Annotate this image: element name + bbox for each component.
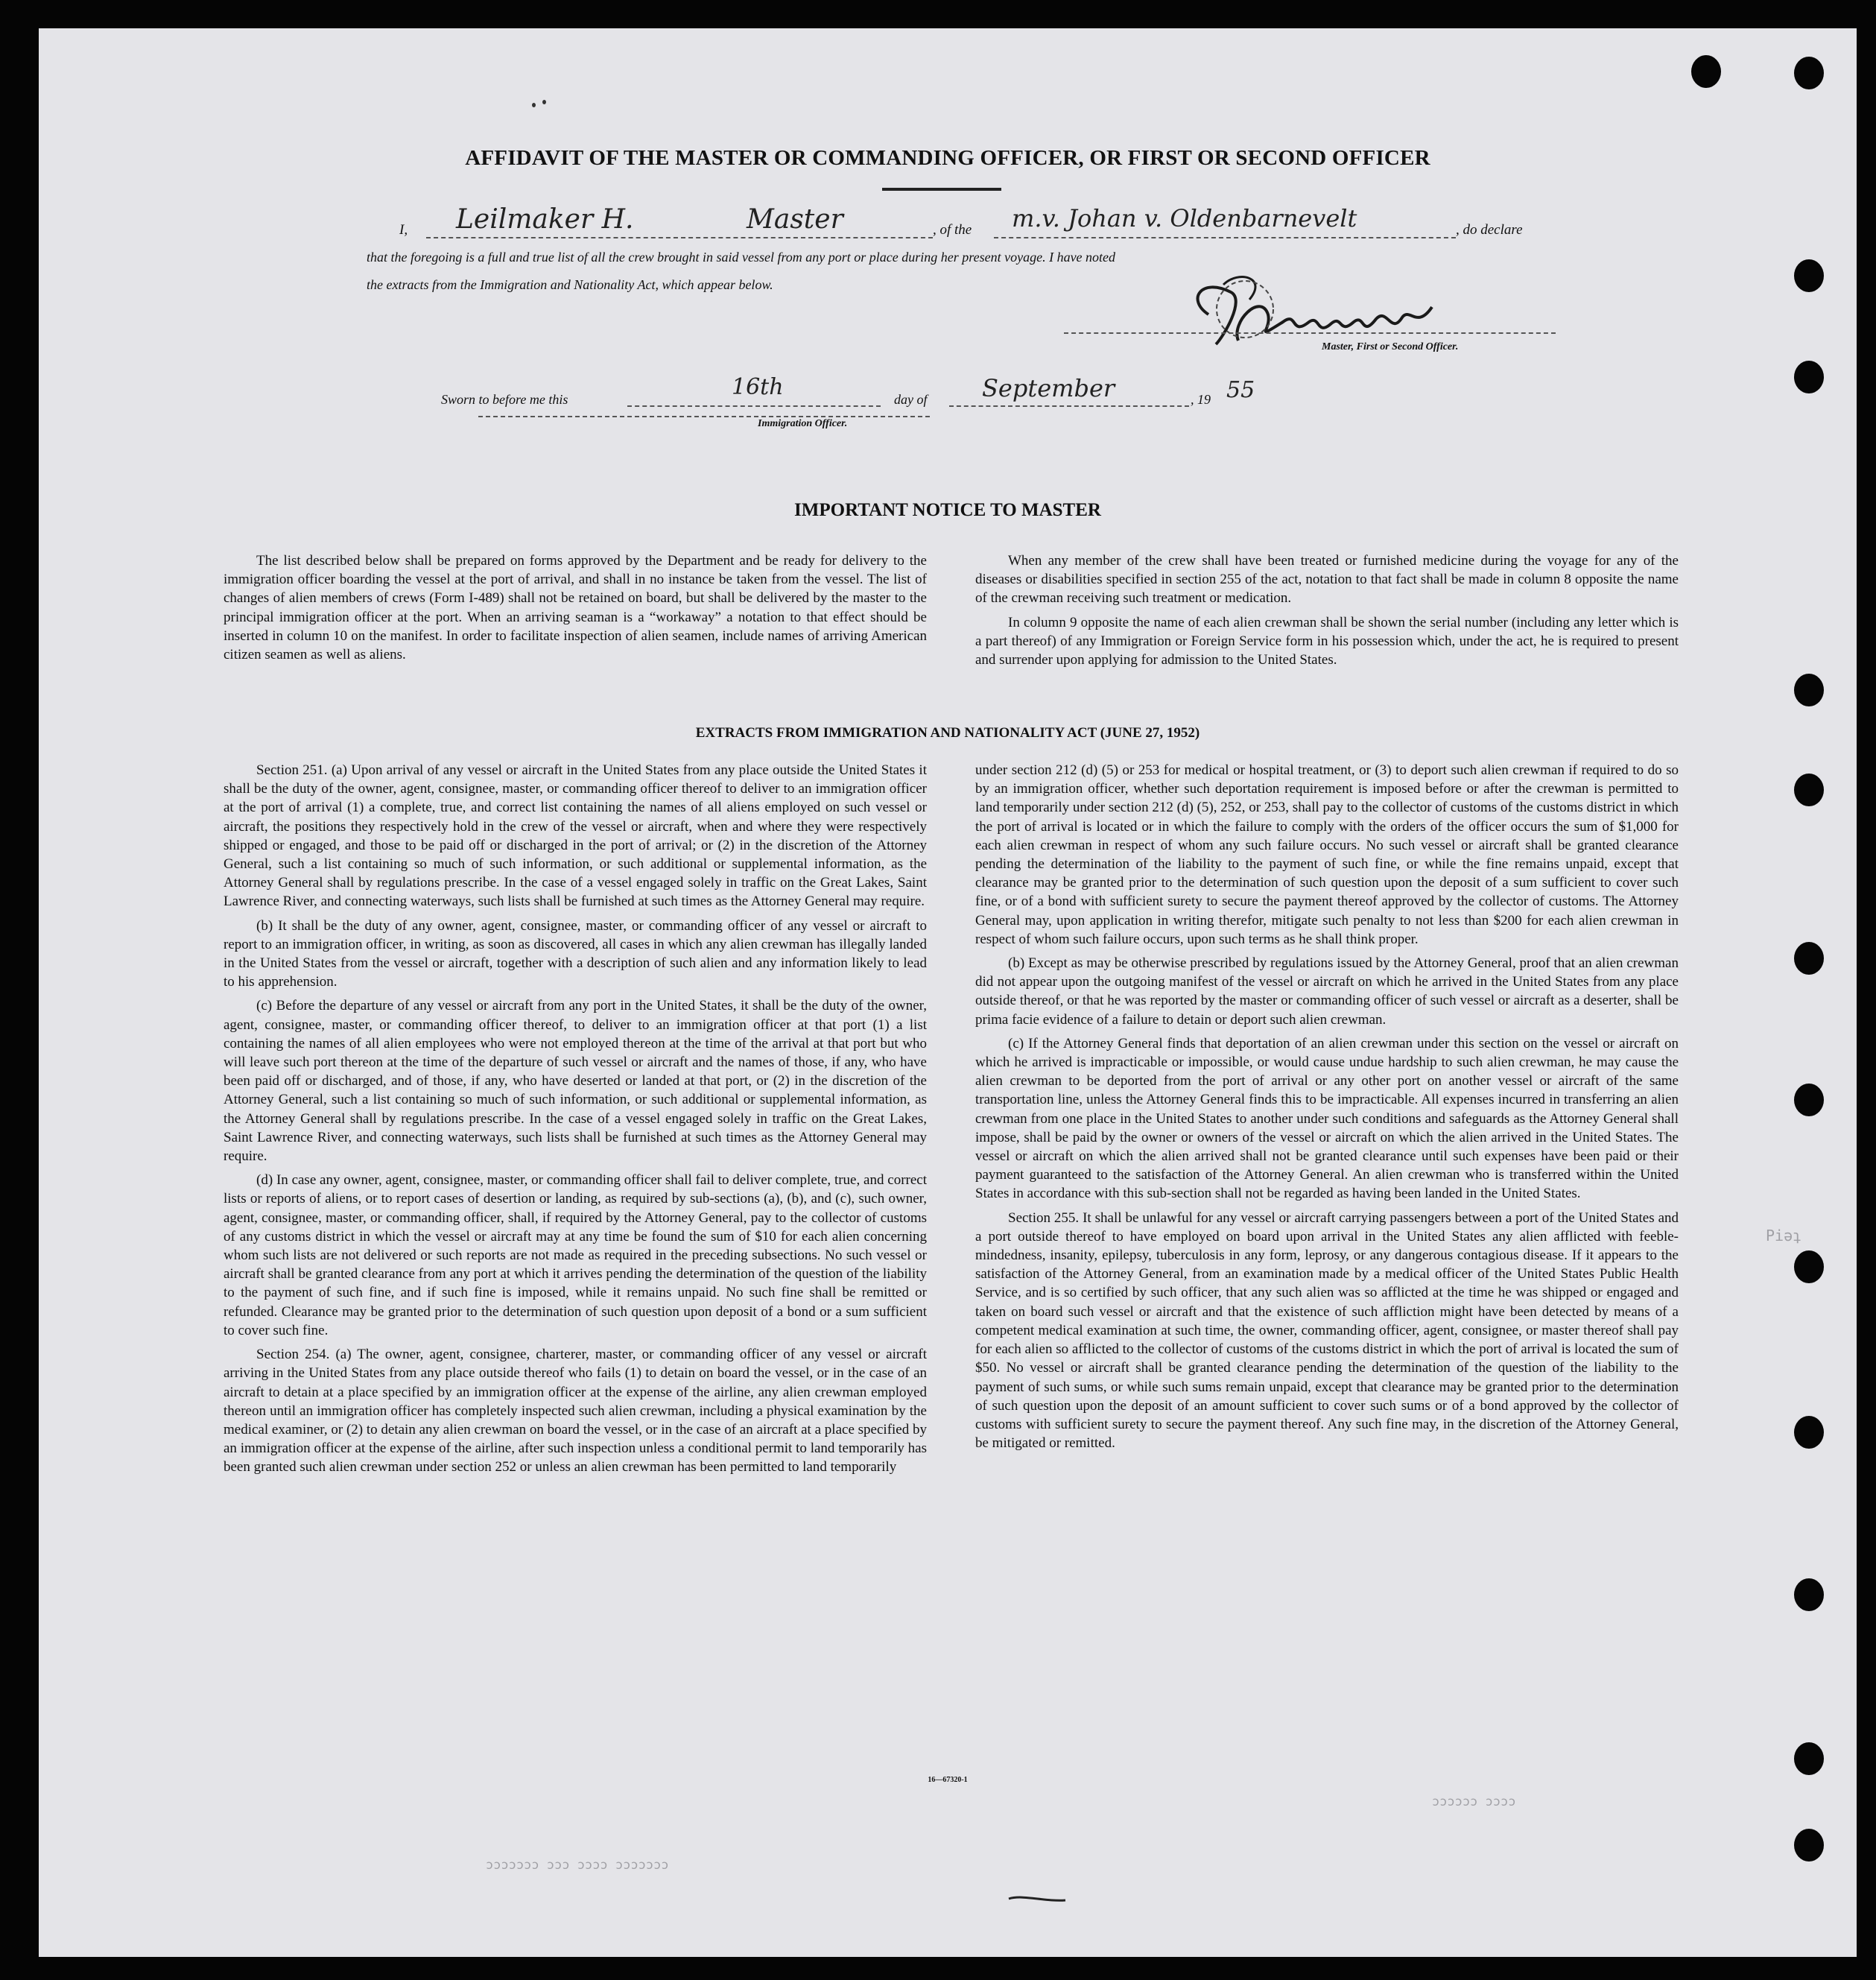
sworn-month-field bbox=[949, 374, 1189, 407]
punch-hole bbox=[1794, 942, 1824, 975]
ink-speck bbox=[532, 103, 536, 107]
form-number: 16—67320-1 bbox=[928, 1776, 968, 1784]
handwritten-master-rank: Master bbox=[747, 204, 843, 235]
punch-hole bbox=[1794, 774, 1824, 806]
punch-hole bbox=[1794, 1250, 1824, 1283]
notice-right-column bbox=[975, 551, 1679, 674]
extracts-left-column bbox=[224, 761, 927, 1482]
section-251b: (b) It shall be the duty of any owner, agent, consignee, master, or commanding officer of any vessel or aircraft to report to an immigration officer, in writing, as soon as discovered, all cases in which any alien crewman has illegally landed in the United States from the vessel or aircraft, together with a description of such alien and any information likely to lead to his apprehension. bbox=[224, 917, 927, 990]
vessel-name-field bbox=[994, 204, 1456, 238]
section-251c: (c) Before the departure of any vessel or aircraft from any port in the United States, it shall be the duty of the owner, agent, consignee, master, or commanding officer thereof, to deliver to an immigration officer at that port (1) a list containing the names of all alien employees who were not employed thereon at the time of the arrival at that port but who will leave such port thereon at the time of the departure of such vessel or aircraft and the names of those, if any, who have been paid off or discharged, and of those, if any, who have deserted or landed at that port, or (2) in the discretion of the Attorney General, such a list containing so much of such information, or such additional or supplemental information, as the Attorney General shall by regulations prescribe. In the case of a vessel engaged solely in traffic on the Great Lakes, Saint Lawrence River, and connecting waterways, such lists shall be furnished at such times as the Attorney General may require. bbox=[224, 998, 927, 1165]
master-name-field bbox=[426, 204, 933, 238]
bleed-through-text: Piǝʇ bbox=[1766, 1227, 1802, 1244]
signature-label: Master, First or Second Officer. bbox=[1322, 341, 1459, 352]
title-rule bbox=[882, 188, 1001, 191]
section-254c: (c) If the Attorney General finds that deportation of an alien crewman under this section on the vessel or aircraft on which he arrived is impracticable or impossible, or would cause undue hardship to such alien crewman, he may cause the alien crewman to be deported from the port of arrival or any other port on another vessel or aircraft of the same transportation line, unless the Attorney General finds this to be impracticable. All expenses incurred in transferring an alien crewman from one place in the United States to another under such conditions and safeguards as the Attorney General shall impose, shall be paid by the owner or owners of the vessel or aircraft on which the alien arrived in the United States. The vessel or aircraft on which the alien arrived shall not be granted clearance until such expenses have been paid or their payment guaranteed to the satisfaction of the Attorney General. An alien crewman who is transferred within the United States in accordance with this sub-section shall not be regarded as having been landed in the United States. bbox=[975, 1035, 1679, 1202]
handwritten-month: September bbox=[982, 374, 1115, 402]
section-254a: Section 254. (a) The owner, agent, consignee, charterer, master, or commanding officer of any vessel or aircraft arriving in the United States from any place outside thereof who fails (1) to detain on board the vessel, or in the case of an aircraft to detain at a place specified by an immigration officer at the expense of the airline, any alien crewman employed thereon until an immigration officer has completely inspected such alien crewman, including a physical examination by the medical examiner, or (2) to detain any alien crewman on board the vessel, or in the case of an aircraft at a place specified by an immigration officer at the expense of the airline, after such inspection unless a conditional permit to land temporarily has been granted such alien crewman under section 252 or unless an alien crewman has been permitted to land temporarily bbox=[224, 1347, 927, 1475]
bleed-through-text: ɔɔɔɔɔɔ ɔɔɔɔ bbox=[1432, 1794, 1516, 1809]
signature-line bbox=[1064, 325, 1556, 334]
punch-hole bbox=[1794, 1416, 1824, 1449]
of-the-label: , of the bbox=[933, 222, 972, 238]
notice-paragraph: In column 9 opposite the name of each alien crewman shall be shown the serial number (including any letter which is a part thereof) of any Immigration or Foreign Service form in his possession which, under the act, he is required to present and surrender upon applying for admission to the United States. bbox=[975, 614, 1679, 668]
notice-paragraph: The list described below shall be prepared on forms approved by the Department and be ready for delivery to the immigration officer boarding the vessel at the port of arrival, and shall in no instance be taken from the vessel. The list of changes of alien members of crews (Form I-489) shall not be retained on board, but shall be delivered by the master to the principal immigration officer at the port. When an arriving seaman is a “workaway” a notation to that effect should be inserted in column 10 on the manifest. In order to facilitate inspection of alien seamen, include names of arriving American citizen seamen as well as aliens. bbox=[224, 553, 927, 663]
ink-speck bbox=[542, 100, 546, 104]
day-of-label: day of bbox=[894, 392, 928, 407]
affidavit-i-label: I, bbox=[399, 222, 408, 238]
sworn-day-field bbox=[627, 374, 881, 407]
punch-hole bbox=[1794, 57, 1824, 89]
section-254a-continued: under section 212 (d) (5) or 253 for medical or hospital treatment, or (3) to deport such alien crewman if required to do so by an immigration officer, whether such deportation requirement is imposed before or after the crewman is permitted to land temporarily under section 212 (d) (5), 252, or 253, shall pay to the collector of customs of the customs district in which the port of arrival is located or in which the failure to comply with the orders of the officer occurs the sum of $1,000 for each alien crewman in respect of whom any such failure occurs. No such vessel or aircraft shall be granted clearance pending the determination of the liability to the payment of such fine, or while the fine remains unpaid, except that clearance may be granted prior to the determination of such question upon the deposit of a sum sufficient to cover such fine, or of a bond with sufficient surety to secure the payment thereof approved by the collector of customs. The Attorney General may, upon application in writing therefor, mitigate such penalty to not less than $200 for each alien crewman in respect of whom such failure occurs, upon such terms as he shall think proper. bbox=[975, 762, 1679, 947]
extracts-right-column bbox=[975, 761, 1679, 1458]
handwritten-master-name: Leilmaker H. bbox=[456, 204, 634, 235]
immigration-officer-label: Immigration Officer. bbox=[758, 418, 848, 429]
section-251d: (d) In case any owner, agent, consignee, master, or commanding officer shall fail to deliver complete, true, and correct lists or reports of aliens, or to report cases of desertion or landing, as required by sub-sections (a), (b), and (c), such owner, agent, consignee, master, or commanding officer, shall, if required by the Attorney General, pay to the collector of customs of any customs district in which the vessel or aircraft may at any time be found the sum of $10 for each alien concerning whom such lists are not delivered or such reports are not made as required in the preceding subsections. No such vessel or aircraft shall be granted clearance from any port at which it arrives pending the determination of the question of the liability to the payment of such fine, and if such fine is imposed, while it remains unpaid. No such fine shall be remitted or refunded. Clearance may be granted prior to the determination of such question upon deposit of a bond or a sum sufficient to cover such fine. bbox=[224, 1172, 927, 1338]
punch-hole bbox=[1794, 361, 1824, 393]
punch-hole bbox=[1794, 1829, 1824, 1862]
year-prefix-label: , 19 bbox=[1191, 392, 1211, 407]
bleed-through-text: ɔɔɔɔɔɔɔ ɔɔɔ ɔɔɔɔ ɔɔɔɔɔɔɔ bbox=[486, 1858, 669, 1873]
section-254b: (b) Except as may be otherwise prescribed by regulations issued by the Attorney General, proof that an alien crewman did not appear upon the outgoing manifest of the vessel or aircraft on which he arrived in the United States from any place outside thereof, or that he was reported by the master or commanding officer of such vessel or aircraft as a deserter, shall be prima facie evidence of a failure to detain or deport such alien crewman. bbox=[975, 955, 1679, 1028]
notice-paragraph: When any member of the crew shall have been treated or furnished medicine during the voyage for any of the diseases or disabilities specified in section 255 of the act, notation to that fact shall be made in column 8 opposite the name of the crewman receiving such treatment or medication. bbox=[975, 553, 1679, 607]
stray-pen-mark bbox=[1007, 1891, 1067, 1906]
punch-hole bbox=[1794, 259, 1824, 292]
affidavit-body-line-1: that the foregoing is a full and true list of all the crew brought in said vessel from any port or place during her present voyage. I have noted bbox=[367, 250, 1116, 265]
do-declare-label: , do declare bbox=[1456, 222, 1523, 238]
affidavit-body-line-2: the extracts from the Immigration and Nationality Act, which appear below. bbox=[367, 277, 773, 292]
punch-hole bbox=[1794, 1084, 1824, 1116]
extracts-title: EXTRACTS FROM IMMIGRATION AND NATIONALITY ACT (JUNE 27, 1952) bbox=[695, 725, 1200, 741]
notice-left-column bbox=[224, 551, 927, 669]
sworn-label: Sworn to before me this bbox=[441, 392, 568, 407]
handwritten-year: 55 bbox=[1226, 377, 1255, 403]
section-255: Section 255. It shall be unlawful for any vessel or aircraft carrying passengers between a port of the United States and a port outside thereof to have employed on board upon arrival in the United States any alien afflicted with feeble-mindedness, insanity, epilepsy, tuberculosis in any form, leprosy, or any dangerous contagious disease. If it appears to the satisfaction of the Attorney General, from an examination made by a medical officer of the United States Public Health Service, and is so certified by such officer, that any such alien was so afflicted at the time he was shipped or engaged and taken on board such vessel or aircraft and that the existence of such affliction might have been detected by means of a competent medical examination at such time, the owner, commanding officer, agent, consignee, or master thereof shall pay for each alien so afflicted to the collector of customs of the customs district in which the port of arrival is located the sum of $50. No vessel or aircraft shall be granted clearance pending the determination of the question of the liability to the payment of such sums, or while such sums remain unpaid, except that clearance may be granted prior to the determination of such question upon the deposit of an amount sufficient to cover such sums or of a bond approved by the collector of customs with sufficient surety to secure the payment thereof. Any such fine may, in the discretion of the Attorney General, be mitigated or remitted. bbox=[975, 1209, 1679, 1452]
handwritten-day: 16th bbox=[732, 374, 784, 400]
punch-hole bbox=[1794, 674, 1824, 706]
document-page bbox=[39, 28, 1857, 1957]
section-251a: Section 251. (a) Upon arrival of any vessel or aircraft in the United States from any place outside the United States it shall be the duty of the owner, agent, consignee, master, or commanding officer thereof to deliver to an immigration officer at the port of arrival (1) a complete, true, and correct list containing the names of all aliens employed on such vessel or aircraft, the positions they respectively hold in the crew of the vessel or aircraft, when and where they were respectively shipped or engaged, and those to be paid off or discharged in the port of arrival; or (2) in the discretion of the Attorney General, such a list containing so much of such information, or such additional or supplemental information, as the Attorney General shall by regulations prescribe. In the case of a vessel engaged solely in traffic on the Great Lakes, Saint Lawrence River, and connecting waterways, such lists shall be furnished at such times as the Attorney General may require. bbox=[224, 762, 927, 910]
affidavit-title: AFFIDAVIT OF THE MASTER OR COMMANDING OFFICER, OR FIRST OR SECOND OFFICER bbox=[465, 146, 1430, 170]
handwritten-vessel-name: m.v. Johan v. Oldenbarnevelt bbox=[1012, 204, 1357, 233]
punch-hole bbox=[1691, 55, 1721, 88]
punch-hole bbox=[1794, 1742, 1824, 1775]
immigration-officer-line bbox=[478, 410, 930, 417]
punch-hole bbox=[1794, 1578, 1824, 1611]
notice-title: IMPORTANT NOTICE TO MASTER bbox=[794, 500, 1101, 520]
